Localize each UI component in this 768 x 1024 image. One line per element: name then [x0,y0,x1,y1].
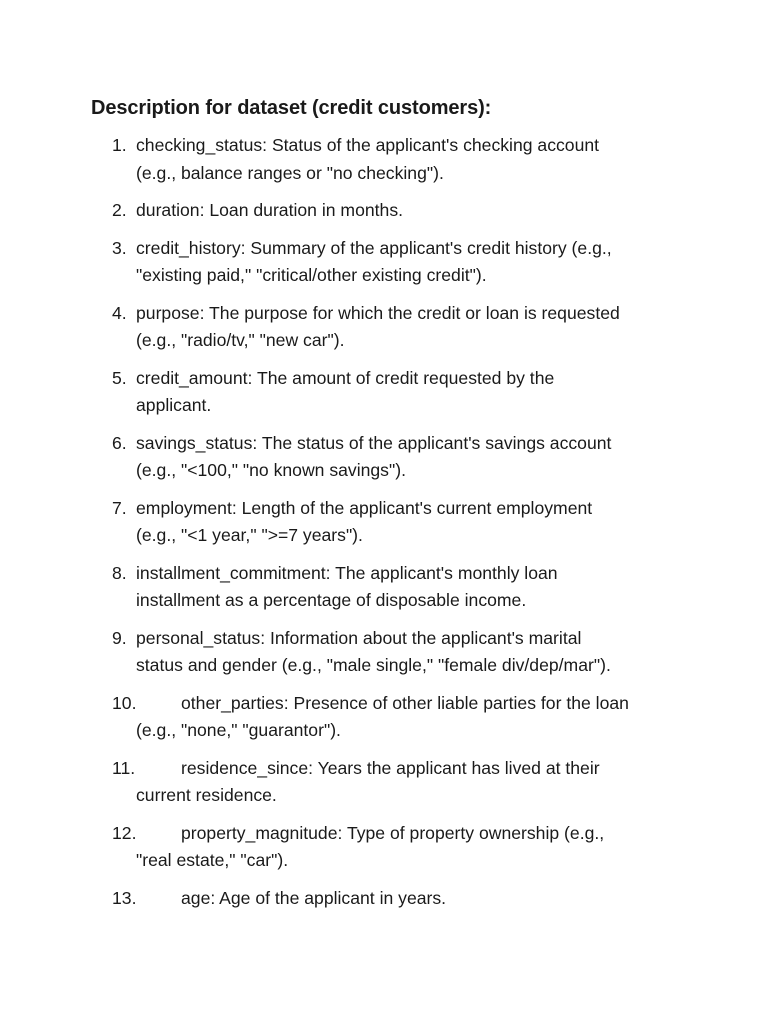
item-line: (e.g., "<100," "no known savings"). [136,460,406,480]
item-line: property_magnitude: Type of property ownership (e.g., [181,822,605,843]
dataset-field-list [0,132,768,922]
item-line: (e.g., "none," "guarantor"). [136,720,341,740]
item-text [136,300,708,355]
item-number: 7. [112,497,127,518]
item-text [136,430,708,485]
item-line: (e.g., "radio/tv," "new car"). [136,330,345,350]
list-item-property-magnitude [0,820,768,875]
item-number: 4. [112,302,127,323]
item-line: other_parties: Presence of other liable parties for the loan [181,692,629,713]
item-line: installment_commitment: The applicant's monthly loan [136,562,558,583]
list-item-credit-history [0,235,768,290]
item-line: personal_status: Information about the applicant's marital [136,627,582,648]
item-text [136,365,708,420]
item-line: (e.g., balance ranges or "no checking"). [136,162,444,183]
item-line: duration: Loan duration in months. [136,200,404,220]
item-line: applicant. [136,395,212,415]
item-number: 2. [112,200,127,220]
item-text [136,132,708,187]
item-line: installment as a percentage of disposable income. [136,590,527,610]
item-line: purpose: The purpose for which the credit or loan is requested [136,302,620,323]
item-number: 11. [112,757,136,778]
item-text [136,625,708,680]
item-line: "real estate," "car"). [136,850,289,870]
list-item-age [0,885,768,913]
item-number: 12. [112,822,137,843]
list-item-credit-amount [0,365,768,420]
list-item-duration [0,197,768,225]
item-line: credit_history: Summary of the applicant's credit history (e.g., [136,237,612,258]
item-text [136,820,708,875]
item-line: employment: Length of the applicant's current employment [136,497,593,518]
item-number: 6. [112,432,127,453]
list-item-residence-since [0,755,768,810]
item-line: current residence. [136,785,277,805]
item-line: credit_amount: The amount of credit requested by the [136,367,555,388]
item-line: (e.g., "<1 year," ">=7 years"). [136,525,363,545]
item-text [136,197,708,225]
list-item-checking-status [0,132,768,187]
item-number: 3. [112,237,127,258]
item-text [136,560,708,615]
item-text [136,755,708,810]
item-number: 9. [112,627,127,648]
item-line: "existing paid," "critical/other existing credit"). [136,265,487,285]
item-text [136,495,708,550]
list-item-personal-status [0,625,768,680]
list-item-employment [0,495,768,550]
item-number: 8. [112,562,127,583]
item-text [136,885,708,913]
document-title: Description for dataset (credit customers): [91,97,492,119]
item-line: savings_status: The status of the applicant's savings account [136,432,612,453]
item-text [136,235,708,290]
item-line: age: Age of the applicant in years. [181,887,447,908]
item-line: residence_since: Years the applicant has lived at their [181,757,600,778]
item-number: 5. [112,367,127,388]
list-item-other-parties [0,690,768,745]
item-number: 1. [112,135,127,155]
list-item-installment-commitment [0,560,768,615]
item-line: checking_status: Status of the applicant's checking account [136,135,600,155]
item-number: 10. [112,692,137,713]
list-item-purpose [0,300,768,355]
item-number: 13. [112,887,137,908]
item-text [136,690,708,745]
item-line: status and gender (e.g., "male single," "female div/dep/mar"). [136,655,611,675]
list-item-savings-status [0,430,768,485]
